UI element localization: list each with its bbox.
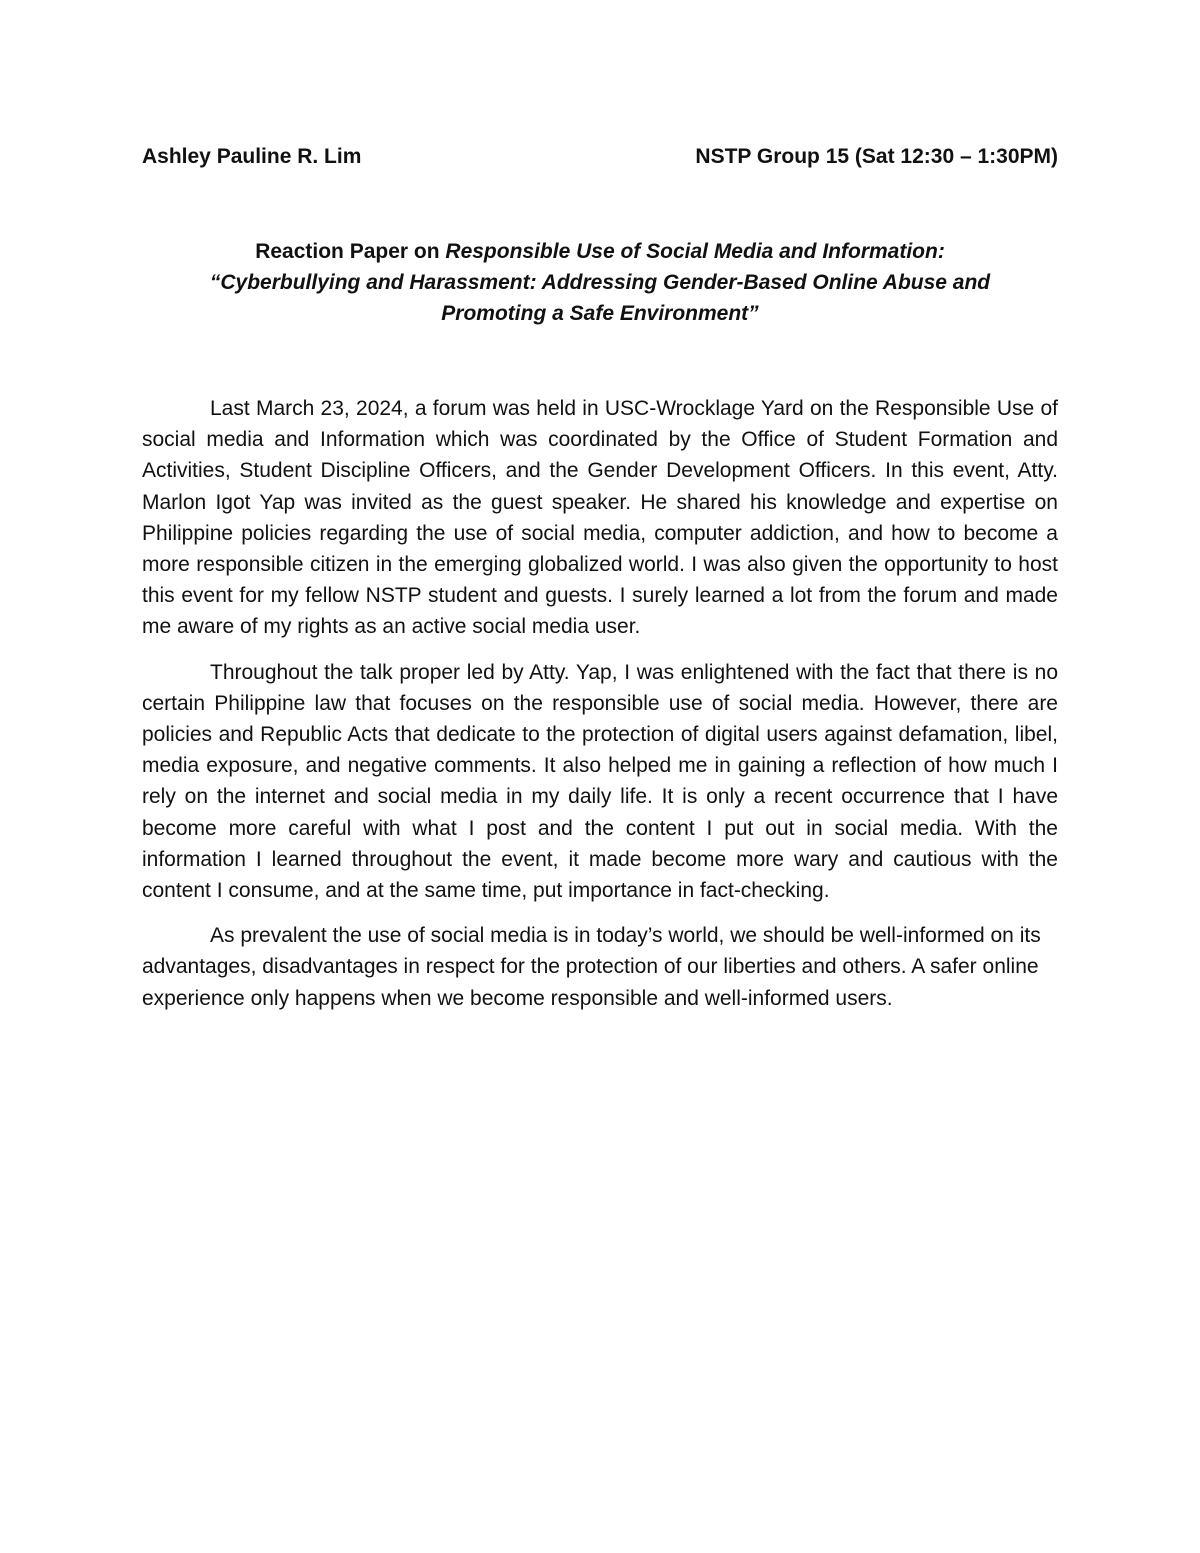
title-line-2: “Cyberbullying and Harassment: Addressing Gender-Based Online Abuse and xyxy=(209,271,991,294)
title-line-1 xyxy=(142,236,1058,267)
body-paragraph-1: Last March 23, 2024, a forum was held in USC-Wrocklage Yard on the Responsible Use of social media and Information which was coordinated by the Office of Student Formation and Activities, Student Discipline Officers, and the Gender Development Officers. In this event, Atty. Marlon Igot Yap was invited as the guest speaker. He shared his knowledge and expertise on Philippine policies regarding the use of social media, computer addiction, and how to become a more responsible citizen in the emerging globalized world. I was also given the opportunity to host this event for my fellow NSTP student and guests. I surely learned a lot from the forum and made me aware of my rights as an active social media user. xyxy=(142,397,1058,639)
document-header xyxy=(142,143,1058,171)
author-name: Ashley Pauline R. Lim xyxy=(142,145,362,168)
title-prefix: Reaction Paper on xyxy=(255,240,446,263)
class-group: NSTP Group 15 (Sat 12:30 – 1:30PM) xyxy=(695,145,1058,168)
body-paragraph-2: Throughout the talk proper led by Atty. Yap, I was enlightened with the fact that there is no certain Philippine law that focuses on the responsible use of social media. However, there are policies and Republic Acts that dedicate to the protection of digital users against defamation, libel, media exposure, and negative comments. It also helped me in gaining a reflection of how much I rely on the internet and social media in my daily life. It is only a recent occurrence that I have become more careful with what I post and the content I put out in social media. With the information I learned throughout the event, it made become more wary and cautious with the content I consume, and at the same time, put importance in fact-checking. xyxy=(142,660,1058,903)
title-topic: Responsible Use of Social Media and Information: xyxy=(445,240,945,263)
title-line-3: Promoting a Safe Environment” xyxy=(441,302,759,325)
paper-body xyxy=(142,393,1058,1028)
paper-title xyxy=(142,236,1058,329)
body-paragraph-3: As prevalent the use of social media is in today’s world, we should be well-informed on its advantages, disadvantages in respect for the protection of our liberties and others. A safer online experience only happens when we become responsible and well-informed users. xyxy=(142,924,1041,1010)
